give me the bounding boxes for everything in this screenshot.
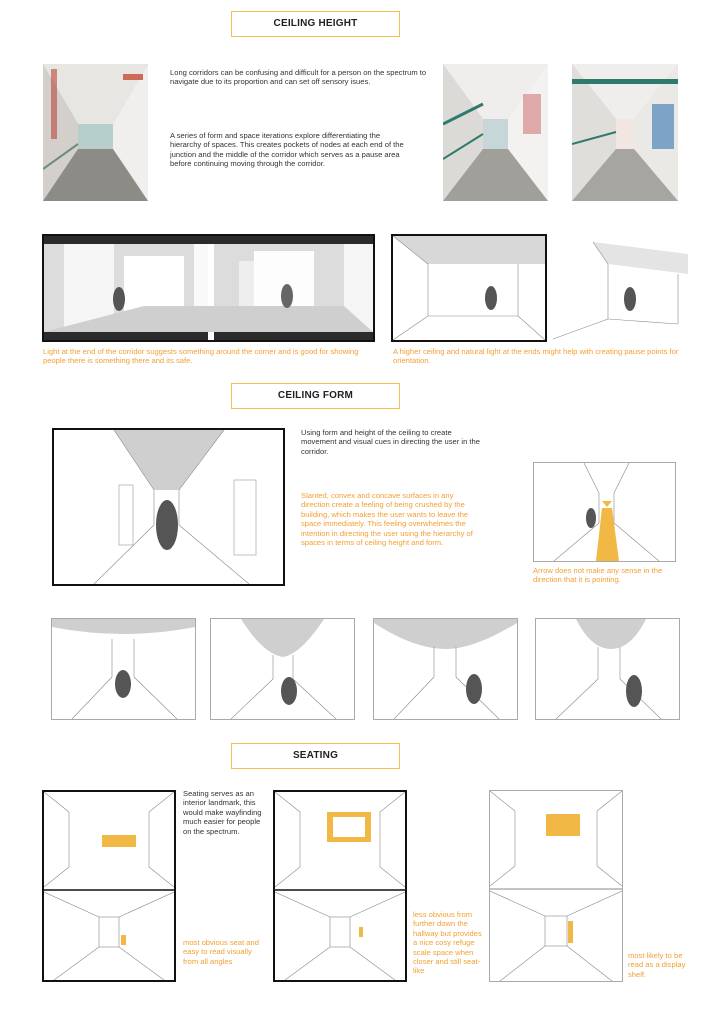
ceiling-height-title: CEILING HEIGHT — [231, 11, 400, 37]
seat-caption-3: most likely to be read as a display shelf. — [628, 951, 686, 979]
ceiling-variant-1 — [51, 618, 196, 720]
ceiling-variant-2 — [210, 618, 355, 720]
ceiling-height-text-1: Long corridors can be confusing and difficult for a person on the spectrum to navigate due to its proportion and can set off sensory isues. — [170, 68, 427, 87]
corridor-photo-2 — [443, 64, 548, 201]
seat-caption-2: less obvious from further down the hallway but provides a nice cosy refuge scale space when closer and still seat-like — [413, 910, 482, 976]
seat-caption-1: most obvious seat and easy to read visually from all angles — [183, 938, 259, 966]
ceiling-height-caption-left: Light at the end of the corridor suggests something around the corner and is good for showing people there is something there and its safe. — [43, 347, 359, 366]
pause-point-sketch — [548, 234, 688, 342]
seating-text-1: Seating serves as an interior landmark, this would make wayfinding much easier for people on the spectrum. — [183, 789, 262, 836]
seat-option-1 — [42, 790, 176, 982]
arrow-ceiling-sketch — [533, 462, 676, 562]
corridor-render-strip — [42, 234, 375, 342]
ceiling-variant-4 — [535, 618, 680, 720]
ceiling-form-text-1: Using form and height of the ceiling to create movement and visual cues in directing the user in the corridor. — [301, 428, 480, 456]
seat-option-2 — [273, 790, 407, 982]
ceiling-height-caption-right: A higher ceiling and natural light at the ends might help with creating pause points for orientation. — [393, 347, 679, 366]
ceiling-form-text-2: Slanted, convex and concave surfaces in any direction create a feeling of being crushed by the building, which makes the user wants to leave the space immediately. This feeling overwhelmes the intention in directing the user using the hierarchy of spaces in terms of ceiling height and form. — [301, 491, 473, 548]
arrow-caption: Arrow does not make any sense in the direction that it is pointing. — [533, 566, 663, 585]
seating-title: SEATING — [231, 743, 400, 769]
corridor-photo-3 — [572, 64, 678, 201]
ceiling-height-text-2: A series of form and space iterations explore differentiating the hierarchy of spaces. This creates pockets of nodes at each end of the junction and the middle of the corridor which serves as a pause area before continuing moving through the corridor. — [170, 131, 404, 169]
seat-option-3 — [489, 790, 623, 982]
corridor-photo-1 — [43, 64, 148, 201]
ceiling-form-main-sketch — [52, 428, 285, 586]
ceiling-form-title: CEILING FORM — [231, 383, 400, 409]
higher-ceiling-sketch — [391, 234, 547, 342]
ceiling-variant-3 — [373, 618, 518, 720]
